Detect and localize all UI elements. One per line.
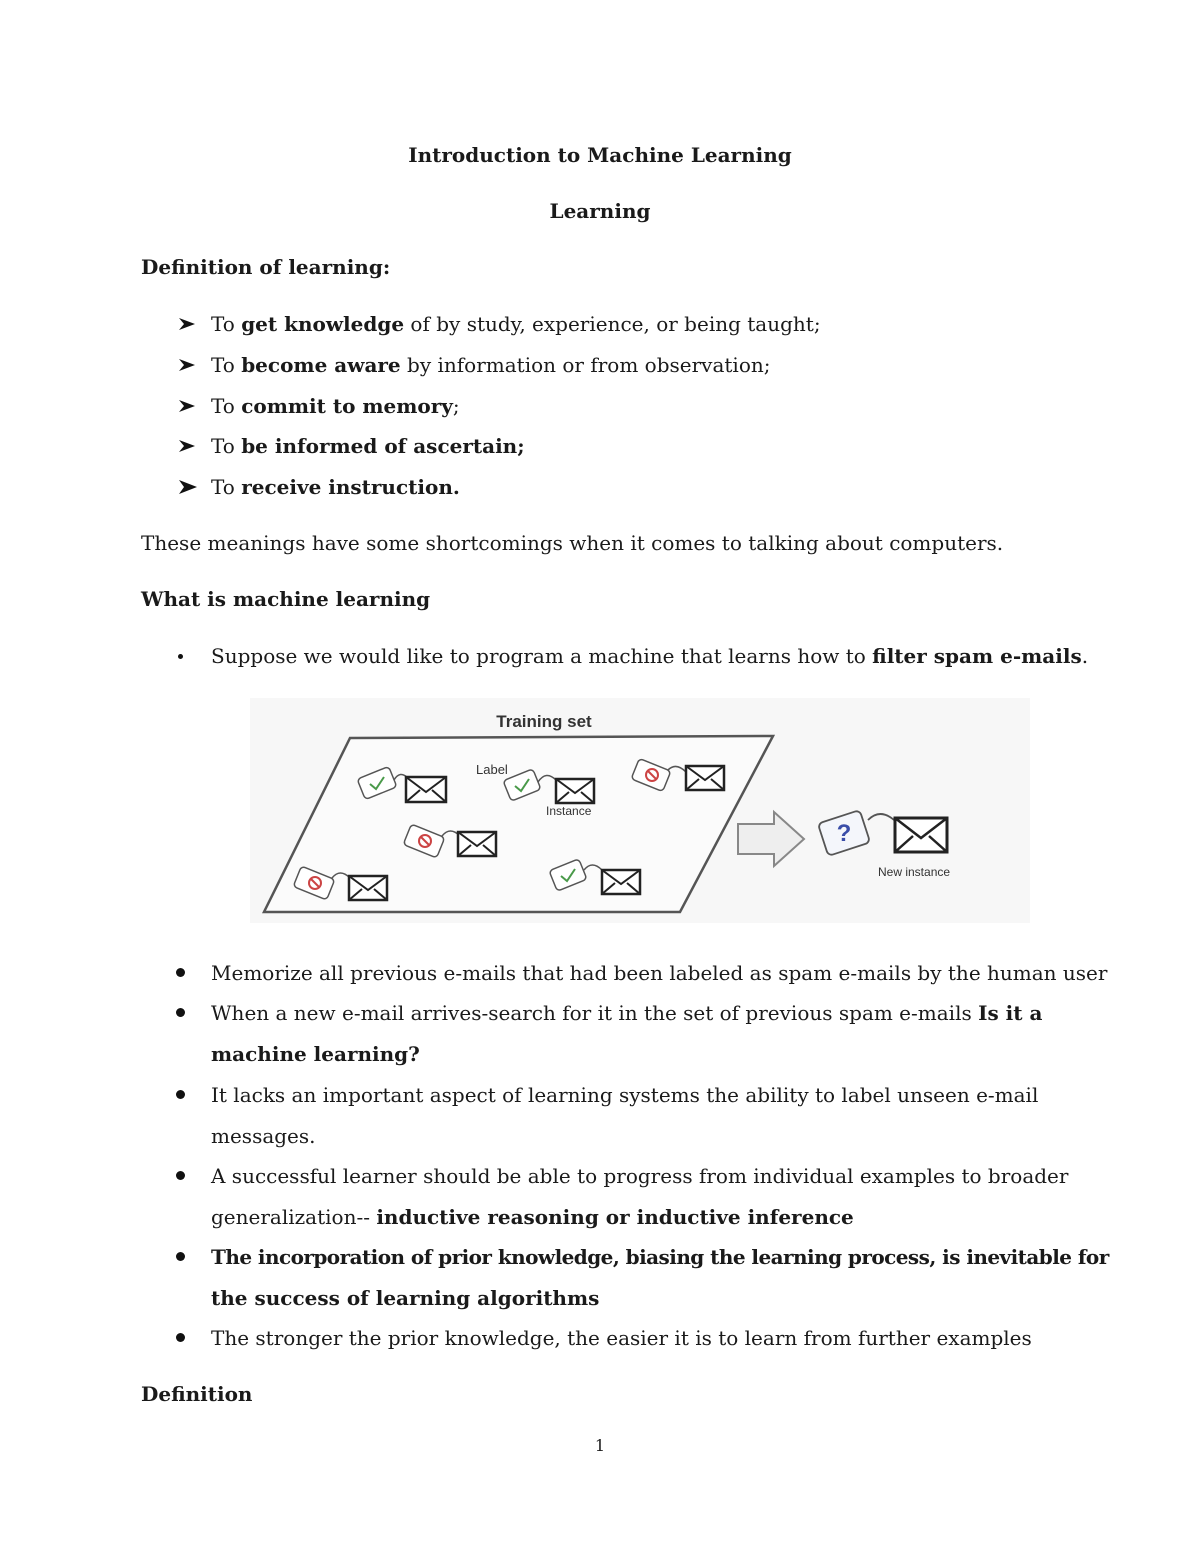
figure-new-instance-text: New instance	[878, 865, 951, 879]
page-number: 1	[594, 1436, 606, 1455]
list-item: A successful learner should be able to progress from individual examples to broader	[211, 1164, 1069, 1188]
bullet-dot-icon	[176, 1333, 185, 1342]
list-item: The incorporation of prior knowledge, biasing the learning process, is inevitable for	[211, 1245, 1109, 1269]
page-subtitle: Learning	[549, 199, 651, 223]
list-item-continuation: generalization-- inductive reasoning or inductive inference	[211, 1205, 854, 1229]
bullet-dot-icon	[176, 1090, 185, 1099]
list-item: It lacks an important aspect of learning systems the ability to label unseen e-mail	[211, 1083, 1039, 1107]
figure-title: Training set	[496, 712, 592, 731]
list-item: The stronger the prior knowledge, the easier it is to learn from further examples	[211, 1326, 1032, 1350]
list-item: Memorize all previous e-mails that had been labeled as spam e-mails by the human user	[211, 961, 1108, 985]
definition-item: To be informed of ascertain;	[211, 434, 525, 458]
arrow-bullet-icon	[178, 317, 196, 331]
arrow-bullet-icon	[178, 479, 198, 495]
definition-item: To get knowledge of by study, experience, or being taught;	[211, 312, 821, 336]
list-item: When a new e-mail arrives-search for it in the set of previous spam e-mails Is it a	[211, 1001, 1043, 1025]
definition-item: To receive instruction.	[211, 475, 460, 499]
shortcomings-paragraph: These meanings have some shortcomings when it comes to talking about computers.	[141, 531, 1004, 555]
figure-label-text: Label	[476, 762, 508, 777]
training-set-figure	[250, 698, 1030, 923]
page-title: Introduction to Machine Learning	[408, 143, 792, 167]
definition-heading: Definition of learning:	[141, 255, 391, 279]
bullet-dot-icon	[178, 654, 183, 659]
list-item-continuation: the success of learning algorithms	[211, 1286, 600, 1310]
list-item-continuation: messages.	[211, 1124, 316, 1148]
arrow-bullet-icon	[178, 358, 196, 372]
definition-item: To commit to memory;	[211, 394, 460, 418]
definition-item: To become aware by information or from observation;	[211, 353, 771, 377]
list-item-continuation: machine learning?	[211, 1042, 420, 1066]
arrow-bullet-icon	[178, 399, 196, 413]
bullet-dot-icon	[176, 1252, 185, 1261]
bullet-dot-icon	[176, 968, 185, 977]
what-is-heading: What is machine learning	[141, 587, 431, 611]
arrow-bullet-icon	[178, 439, 196, 453]
suppose-item: Suppose we would like to program a machine that learns how to filter spam e-mails.	[211, 644, 1089, 668]
figure-instance-text: Instance	[546, 804, 592, 818]
bullet-dot-icon	[176, 1008, 185, 1017]
bullet-dot-icon	[176, 1171, 185, 1180]
question-mark-icon: ?	[836, 820, 852, 847]
definition2-heading: Definition	[141, 1382, 253, 1406]
